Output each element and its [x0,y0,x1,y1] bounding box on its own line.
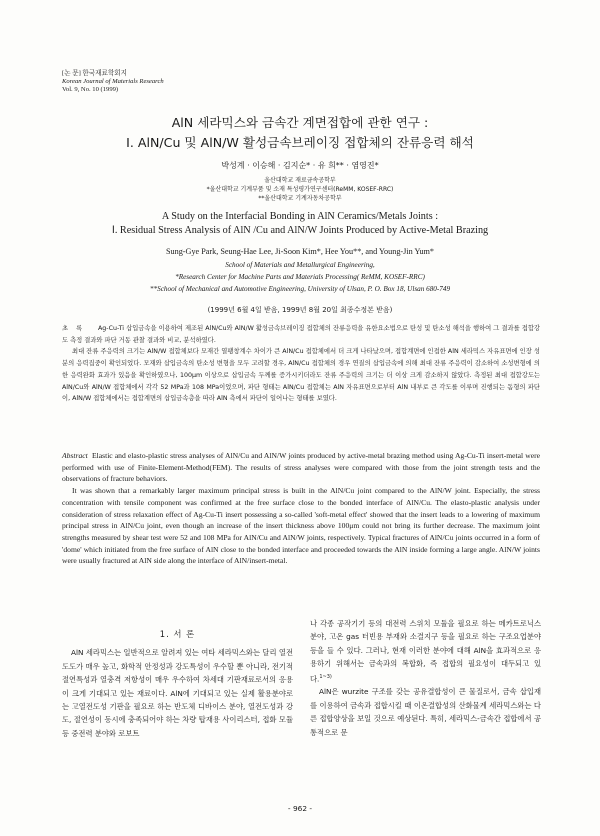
body-right-paragraph-1-text: 나 각종 공작기기 등의 대전력 스위치 모듈을 필요로 하는 메카트로닉스 분야, 고온 gas 터빈용 부재와 소결지구 등을 필요로 하는 구조요업분야 등을 들 수 있다. 그러나, 현재 이러한 분야에 대해 AlN을 효과적으로 응용하기 위해서는 금속과의 복합화, 즉 접합의 필요성이 대두되고 있다. [310,619,541,684]
abstract-en [62,450,540,567]
abstract-ko-p1 [62,323,540,346]
affiliation-ko-1: 울산대학교 재료금속공학부 [264,177,336,184]
title-ko-line2: Ⅰ. AlN/Cu 및 AlN/W 활성금속브레이징 접합체의 잔류응력 해석 [126,135,474,150]
affiliation-en-2: *Research Center for Machine Parts and Materials Processing( ReMM, KOSEF-RRC) [175,273,425,281]
authors-ko: 박성계 · 이승해 · 김지순* · 유 희** · 염영진* [221,161,379,170]
body-column-right [310,617,541,739]
affiliation-en-1: School of Materials and Metallurgical Engineering, [225,261,375,269]
abstract-ko-label: 초 록 [62,325,86,332]
abstract-en-p1 [62,450,540,485]
body-column-left [62,628,293,740]
body-right-paragraph-2: AlN은 wurzite 구조를 갖는 공유결합성이 큰 물질로서, 금속 삽입재를 이용하여 금속과 접합시킬 때 이온결합성의 산화물계 세라믹스와는 다른 접합양상을 보일 것으로 예상된다. 특히, 세라믹스-금속간 접합에서 공통적으로 문 [310,687,541,737]
title-en-line1: A Study on the Interfacial Bonding in AlN Ceramics/Metals Joints : [161,211,439,222]
affiliation-en-3: **School of Mechanical and Automotive Engineering, University of Ulsan, P. O. Box 18, Ulsan 680-749 [149,285,451,293]
section-heading-introduction: 1. 서 론 [159,629,196,639]
abstract-ko-p2: 최대 잔류 주응력의 크기는 AlN/W 접합체보다 모재간 열팽창계수 차이가 큰 AlN/Cu 접합체에서 더 크게 나타났으며, 접합계면에 인접한 AlN 세라믹스 자유표면에 인장 성분의 응력집중이 확인되었다. 모재와 삽입금속의 탄소성 변형을 모두 고려할 경우, AlN/Cu 접합체의 경우 연질의 삽입금속에 의해 최대 잔류 주응력이 감소하여 소성변형에 의한 응력완화 효과가 있음을 확인하였으나, 100μm 이상으로 삽입금속 두께를 증가시키더라도 잔류 주응력의 크기는 더 이상 크게 감소하지 않았다. 측정된 최대 접합강도는 AlN/Cu와 AlN/W 접합체에서 각각 52 MPa과 108 MPa이었으며, 파단 형태는 AlN/Cu 접합체는 AlN 자유표면으로부터 AlN 내부로 큰 각도를 이루며 진행되는 돔형의 파단이, AlN/W 접합체에서는 접합계면의 삽입금속층을 따라 AlN 측에서 파단이 일어나는 형태를 보였다. [62,348,540,403]
received-dates: (1999년 6월 4일 받음, 1999년 8월 20일 최종수정본 받음) [207,306,393,314]
abstract-en-p1-text: Elastic and elasto-plastic stress analyses of AlN/Cu and AlN/W joints produced by active-metal brazing method using Ag-Cu-Ti insert-metal were performed with use of Finite-Element-Method(FEM). The results of stress analyses were compared with those from the joint strength tests and the observations of fracture behaviors. [62,451,541,484]
journal-header-line2: Korean Journal of Materials Research [62,78,164,85]
page-number: - 962 - [287,804,313,813]
body-right-paragraph-1 [310,617,541,685]
title-ko-line1: AlN 세라믹스와 금속간 계면접합에 관한 연구 : [171,115,429,130]
abstract-ko-p1-text: Ag-Cu-Ti 삽입금속을 이용하여 제조된 AlN/Cu와 AlN/W 활성금속브레이징 접합체의 잔류응력을 유한요소법으로 탄성 및 탄소성 해석을 행하여 그 결과를 접합강도 측정 결과와 파단 거동 관찰 결과와 비교, 분석하였다. [62,325,540,344]
affiliation-ko-3: **울산대학교 기계자동차공학부 [258,195,342,202]
abstract-ko [62,323,540,405]
body-left-paragraph: AlN 세라믹스는 일반적으로 알려져 있는 여타 세라믹스와는 달리 열전도도가 매우 높고, 화학적 안정성과 강도특성이 우수할 뿐 아니라, 전기적 절연특성과 열충격 저항성이 매우 우수하여 차세대 기판재료로서의 응용이 크게 기대되고 있는 재료이다. AlN에 기대되고 있는 실제 활용분야로는 고열전도성 기판을 필요로 하는 반도체 디바이스 분야, 열전도성과 강도, 절연성이 동시에 충족되어야 하는 차량 탑재용 사이리스터, 접화 모듈 등 중전력 분야와 로보트 [62,648,293,738]
reference-marker: 1~3) [319,673,332,680]
abstract-en-label: Abstract [62,451,88,460]
journal-header-line3: Vol. 9, No. 10 (1999) [62,86,119,93]
authors-en: Sung-Gye Park, Seung-Hae Lee, Ji-Soon Kim*, Hee You**, and Young-Jin Yum* [165,247,435,256]
journal-header [62,70,164,94]
title-en-line2: Ⅰ. Residual Stress Analysis of AlN /Cu and AlN/W Joints Produced by Active-Metal Brazing [111,225,489,236]
abstract-en-p2: It was shown that a remarkably larger maximum principal stress is built in the AlN/Cu joint compared to the AlN/W joint. Especially, the stress concentration with tensile component was confirmed at the free surface close to the bonded interface of AlN/Cu. The elasto-plastic analysis under consideration of stress relaxation effect of Ag-Cu-Ti insert possessing a so-called 'soft-metal effect' showed that the insert leads to a lowering of maximum principal stress in AlN/Cu joint, even though an increase of the insert thickness above 100μm could not bring its further decrease. The maximum joint strengths measured by shear test were 52 and 108 MPa for AlN/Cu and AlN/W joints, respectively. Typical fractures of AlN/Cu joints occurred in a form of 'dome' which initiated from the free surface of AlN close to the bonded interface and proceeded towards the AlN inside forming a large angle. AlN/W joints were usually fractured at AlN side along the interface of AlN/insert-metal. [62,486,540,566]
journal-header-line1: [논 문] 한국재료학회지 [62,70,128,77]
affiliation-ko-2: *울산대학교 기계부품 및 소재 특성평가연구센터(ReMM, KOSEF-RRC) [206,186,394,193]
